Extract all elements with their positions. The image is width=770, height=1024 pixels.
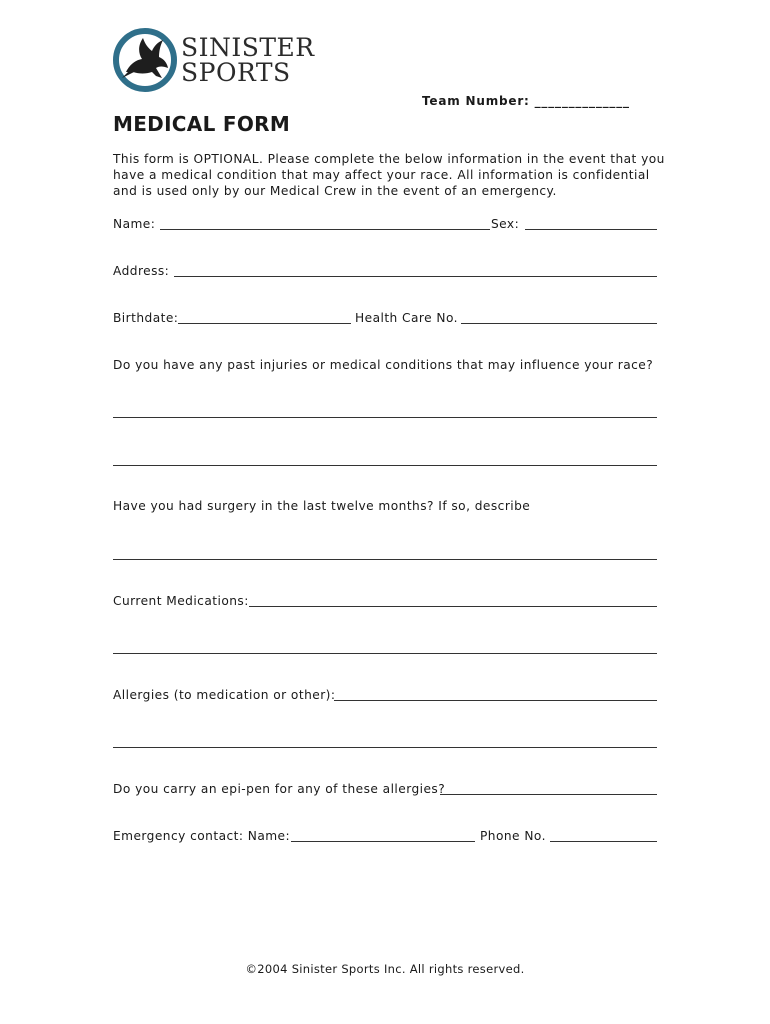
address-input-line[interactable] [174,276,657,277]
sex-label: Sex: [491,217,520,231]
raven-circle-icon [112,26,180,94]
allergies-input-line-1[interactable] [334,700,657,701]
medications-label: Current Medications: [113,594,249,608]
allergies-label: Allergies (to medication or other): [113,688,336,702]
medications-input-line-1[interactable] [249,606,657,607]
team-number-field: Team Number: ______________ [422,94,630,108]
name-input-line[interactable] [160,229,490,230]
birthdate-label: Birthdate: [113,311,179,325]
emergency-contact-label: Emergency contact: Name: [113,829,291,843]
logo-line-1: SINISTER [181,33,315,62]
epipen-input-line[interactable] [440,794,657,795]
health-care-label: Health Care No. [355,311,458,325]
phone-input-line[interactable] [550,841,657,842]
page-title: MEDICAL FORM [113,112,291,136]
logo-line-2: SPORTS [181,58,291,87]
intro-paragraph: This form is OPTIONAL. Please complete the below information in the event that you have a medical condition that may affect your race. All information is confidential and is used only by our Medical Crew in the event of an emergency. [113,152,665,198]
name-label: Name: [113,217,156,231]
address-label: Address: [113,264,170,278]
emergency-contact-name-input-line[interactable] [291,841,475,842]
past-injuries-question: Do you have any past injuries or medical conditions that may influence your race? [113,358,654,372]
past-injuries-input-line-1[interactable] [113,417,657,418]
allergies-input-line-2[interactable] [113,747,657,748]
copyright-footer: ©2004 Sinister Sports Inc. All rights reserved. [245,962,525,976]
logo-wordmark [181,35,315,85]
epipen-question: Do you carry an epi-pen for any of these allergies? [113,782,446,796]
health-care-input-line[interactable] [461,323,657,324]
phone-label: Phone No. [480,829,546,843]
birthdate-input-line[interactable] [178,323,351,324]
medications-input-line-2[interactable] [113,653,657,654]
past-injuries-input-line-2[interactable] [113,465,657,466]
surgery-question: Have you had surgery in the last twelve months? If so, describe [113,499,531,513]
sex-input-line[interactable] [525,229,657,230]
surgery-input-line[interactable] [113,559,657,560]
